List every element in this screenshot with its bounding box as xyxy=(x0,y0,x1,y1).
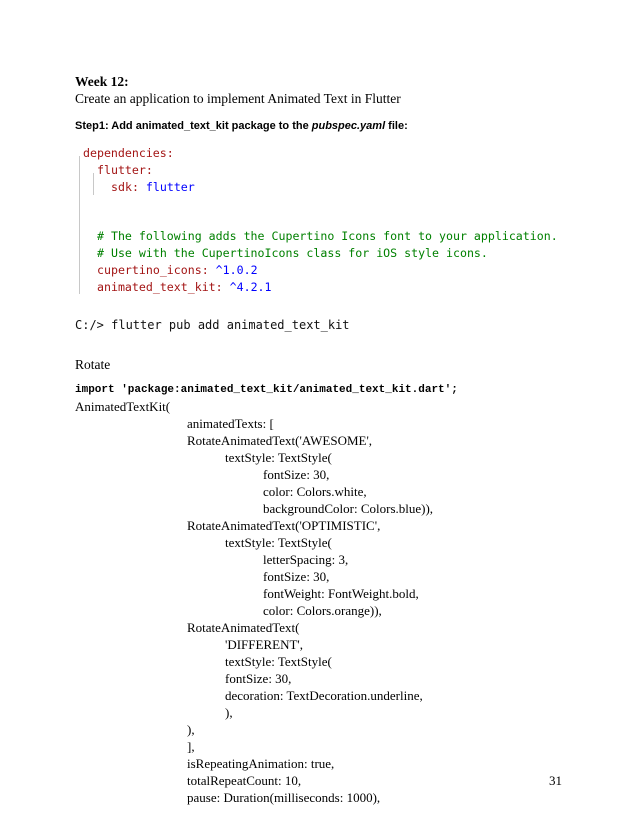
code-line: decoration: TextDecoration.underline, xyxy=(225,688,423,703)
code-line: textStyle: TextStyle( xyxy=(225,535,332,550)
yaml-comment-2: # Use with the CupertinoIcons class for iOS style icons. xyxy=(97,246,488,260)
code-line: ), xyxy=(187,722,195,737)
page-number: 31 xyxy=(549,773,562,788)
import-statement: import 'package:animated_text_kit/animated_text_kit.dart'; xyxy=(75,384,458,396)
code-line: RotateAnimatedText('AWESOME', xyxy=(187,433,373,448)
code-line: animatedTexts: [ xyxy=(187,416,274,431)
code-line: RotateAnimatedText('OPTIMISTIC', xyxy=(187,518,381,533)
yaml-cupertino-value: ^1.0.2 xyxy=(215,263,258,277)
yaml-animated-line xyxy=(97,280,272,294)
indent-guide xyxy=(93,173,94,195)
yaml-dependencies: dependencies: xyxy=(83,146,174,160)
code-line: pause: Duration(milliseconds: 1000), xyxy=(187,790,381,805)
yaml-sdk-line xyxy=(111,180,195,194)
yaml-animated-value: ^4.2.1 xyxy=(229,280,272,294)
yaml-sdk-key: sdk: xyxy=(111,180,139,194)
yaml-comment-1: # The following adds the Cupertino Icons font to your application. xyxy=(97,229,558,243)
yaml-sdk-value: flutter xyxy=(145,180,195,194)
code-line: ), xyxy=(225,705,233,720)
code-line: totalRepeatCount: 10, xyxy=(187,773,302,788)
code-line: fontSize: 30, xyxy=(263,467,330,482)
yaml-cupertino-line xyxy=(97,263,258,277)
yaml-cupertino-key: cupertino_icons: xyxy=(97,263,209,277)
step1-prefix: Step1: Add animated_text_kit package to the xyxy=(75,120,312,132)
code-line: letterSpacing: 3, xyxy=(263,552,349,567)
code-line: color: Colors.orange)), xyxy=(263,603,382,618)
code-line: 'DIFFERENT', xyxy=(225,637,303,652)
code-line: fontWeight: FontWeight.bold, xyxy=(263,586,419,601)
code-line: AnimatedTextKit( xyxy=(75,399,171,414)
code-line: backgroundColor: Colors.blue)), xyxy=(263,501,434,516)
step1-file: pubspec.yaml xyxy=(311,120,386,132)
task-description: Create an application to implement Animated Text in Flutter xyxy=(75,91,401,106)
pubspec-code-screenshot xyxy=(75,140,565,300)
code-line: fontSize: 30, xyxy=(263,569,330,584)
indent-guide xyxy=(79,156,80,294)
yaml-animated-key: animated_text_kit: xyxy=(97,280,223,294)
step1-suffix: file: xyxy=(385,120,408,132)
code-line: color: Colors.white, xyxy=(263,484,367,499)
section-label: Rotate xyxy=(75,357,111,372)
week-heading: Week 12: xyxy=(75,74,129,89)
code-line: textStyle: TextStyle( xyxy=(225,654,332,669)
yaml-flutter: flutter: xyxy=(97,163,153,177)
code-line: isRepeatingAnimation: true, xyxy=(187,756,335,771)
code-line: textStyle: TextStyle( xyxy=(225,450,332,465)
code-line: fontSize: 30, xyxy=(225,671,292,686)
terminal-command: C:/> flutter pub add animated_text_kit xyxy=(75,318,350,332)
step1-instruction xyxy=(75,120,408,132)
code-line: ], xyxy=(187,739,195,754)
code-line: RotateAnimatedText( xyxy=(187,620,300,635)
